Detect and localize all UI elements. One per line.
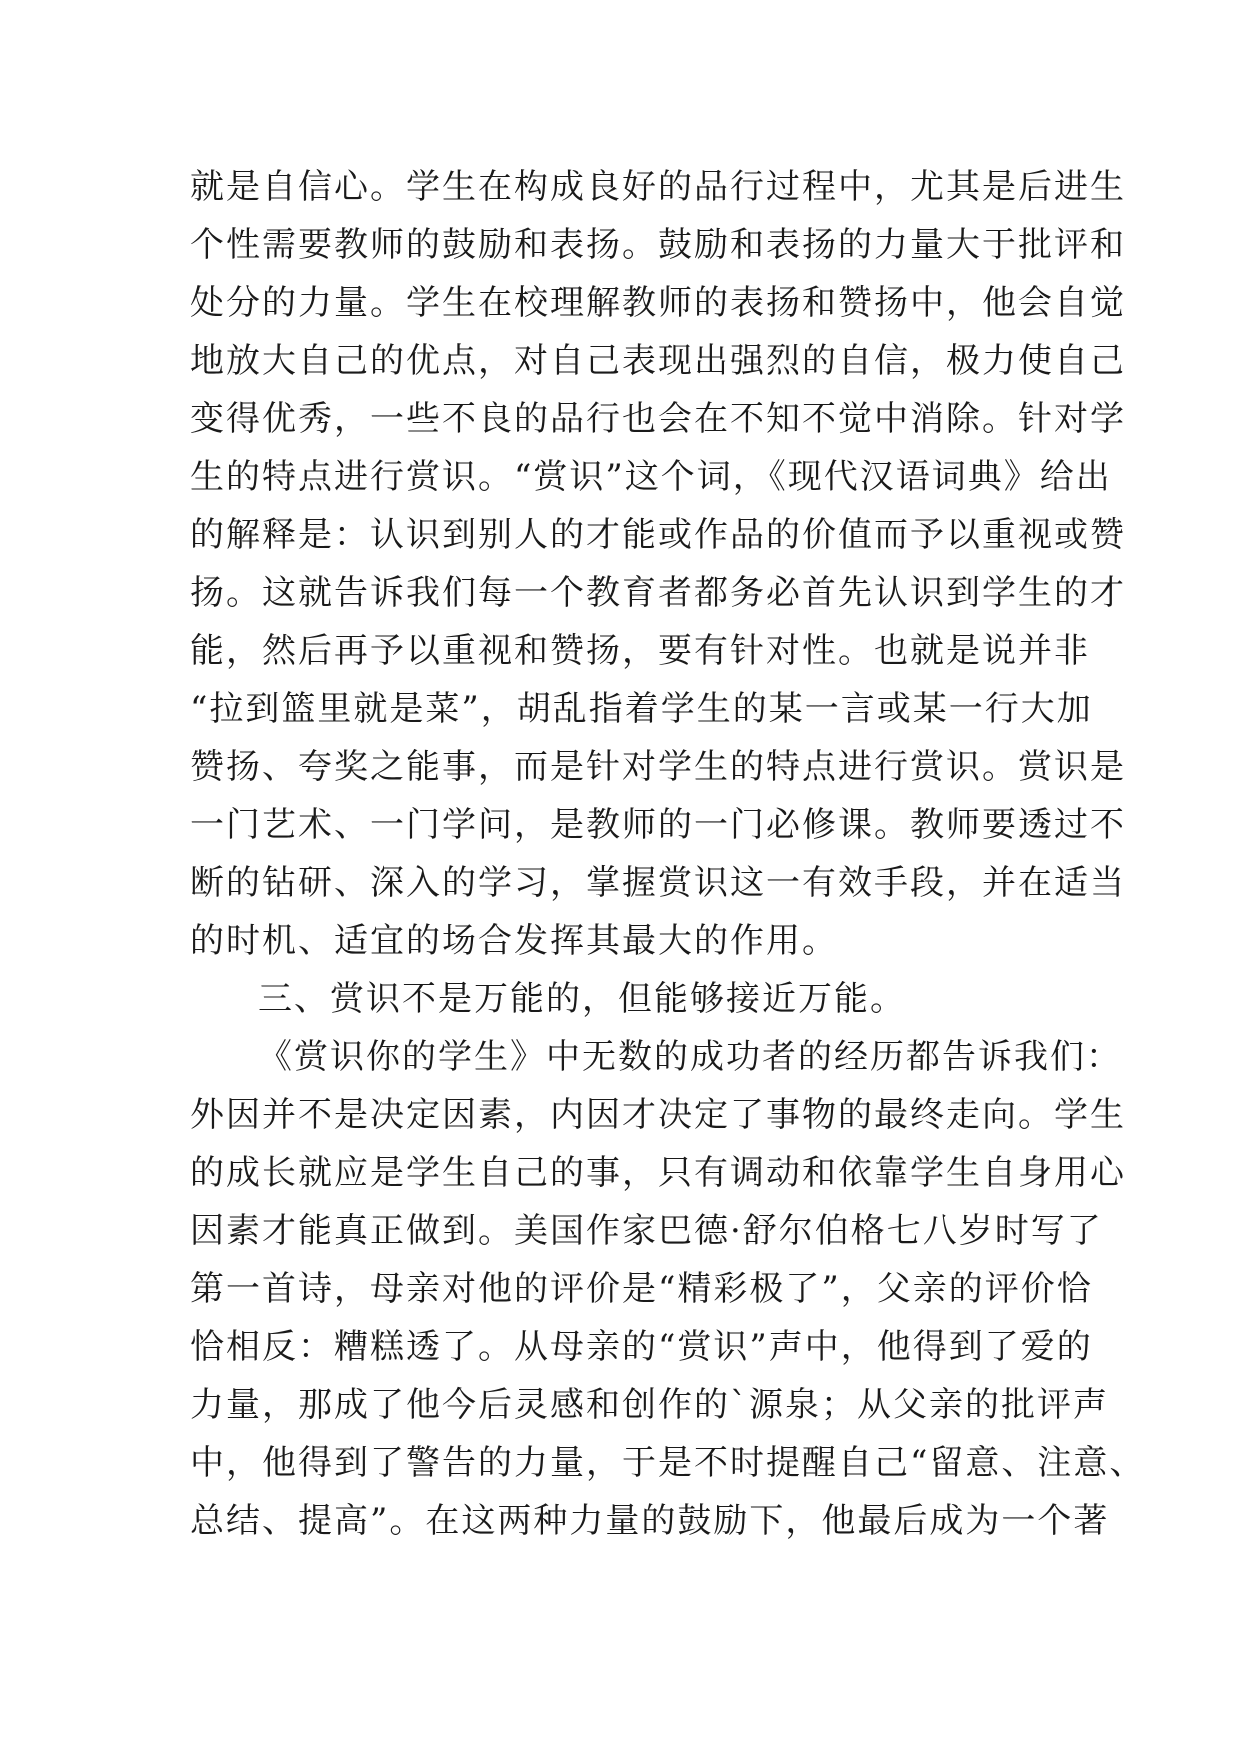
- document-body: [190, 158, 1146, 1550]
- text-line: 总结、提高”。在这两种力量的鼓励下，他最后成为一个著: [190, 1501, 1110, 1541]
- text-line: 个性需要教师的鼓励和表扬。鼓励和表扬的力量大于批评和: [190, 225, 1126, 265]
- text-line: 力量，那成了他今后灵感和创作的`源泉；从父亲的批评声: [190, 1385, 1109, 1425]
- text-line: 赞扬、夸奖之能事，而是针对学生的特点进行赏识。赏识是: [190, 747, 1126, 787]
- text-line: 生的特点进行赏识。“赏识”这个词，《现代汉语词典》给出: [190, 457, 1112, 497]
- text-line: 的解释是：认识到别人的才能或作品的价值而予以重视或赞: [190, 515, 1126, 555]
- text-line: 变得优秀，一些不良的品行也会在不知不觉中消除。针对学: [190, 399, 1126, 439]
- text-line: 因素才能真正做到。美国作家巴德·舒尔伯格七八岁时写了: [190, 1211, 1103, 1251]
- paragraph-end-line: 的时机、适宜的场合发挥其最大的作用。: [190, 921, 838, 961]
- text-line: 恰相反：糟糕透了。从母亲的“赏识”声中，他得到了爱的: [190, 1327, 1093, 1367]
- text-line: “拉到篮里就是菜”，胡乱指着学生的某一言或某一行大加: [190, 689, 1093, 729]
- text-line: 第一首诗，母亲对他的评价是“精彩极了”，父亲的评价恰: [190, 1269, 1093, 1309]
- text-line: 扬。这就告诉我们每一个教育者都务必首先认识到学生的才: [190, 573, 1126, 613]
- text-line: 处分的力量。学生在校理解教师的表扬和赞扬中，他会自觉: [190, 283, 1126, 323]
- section-heading: 三、赏识不是万能的，但能够接近万能。: [258, 979, 906, 1019]
- text-line: 外因并不是决定因素，内因才决定了事物的最终走向。学生: [190, 1095, 1126, 1135]
- text-line: 的成长就应是学生自己的事，只有调动和依靠学生自身用心: [190, 1153, 1126, 1193]
- paragraph-first-line: 《赏识你的学生》中无数的成功者的经历都告诉我们：: [258, 1037, 1122, 1077]
- text-line: 能，然后再予以重视和赞扬，要有针对性。也就是说并非: [190, 631, 1090, 671]
- text-line: 中，他得到了警告的力量，于是不时提醒自己“留意、注意、: [190, 1443, 1146, 1483]
- text-line: 一门艺术、一门学问，是教师的一门必修课。教师要透过不: [190, 805, 1126, 845]
- text-line: 就是自信心。学生在构成良好的品行过程中，尤其是后进生: [190, 167, 1126, 207]
- text-line: 断的钻研、深入的学习，掌握赏识这一有效手段，并在适当: [190, 863, 1126, 903]
- text-line: 地放大自己的优点，对自己表现出强烈的自信，极力使自己: [190, 341, 1126, 381]
